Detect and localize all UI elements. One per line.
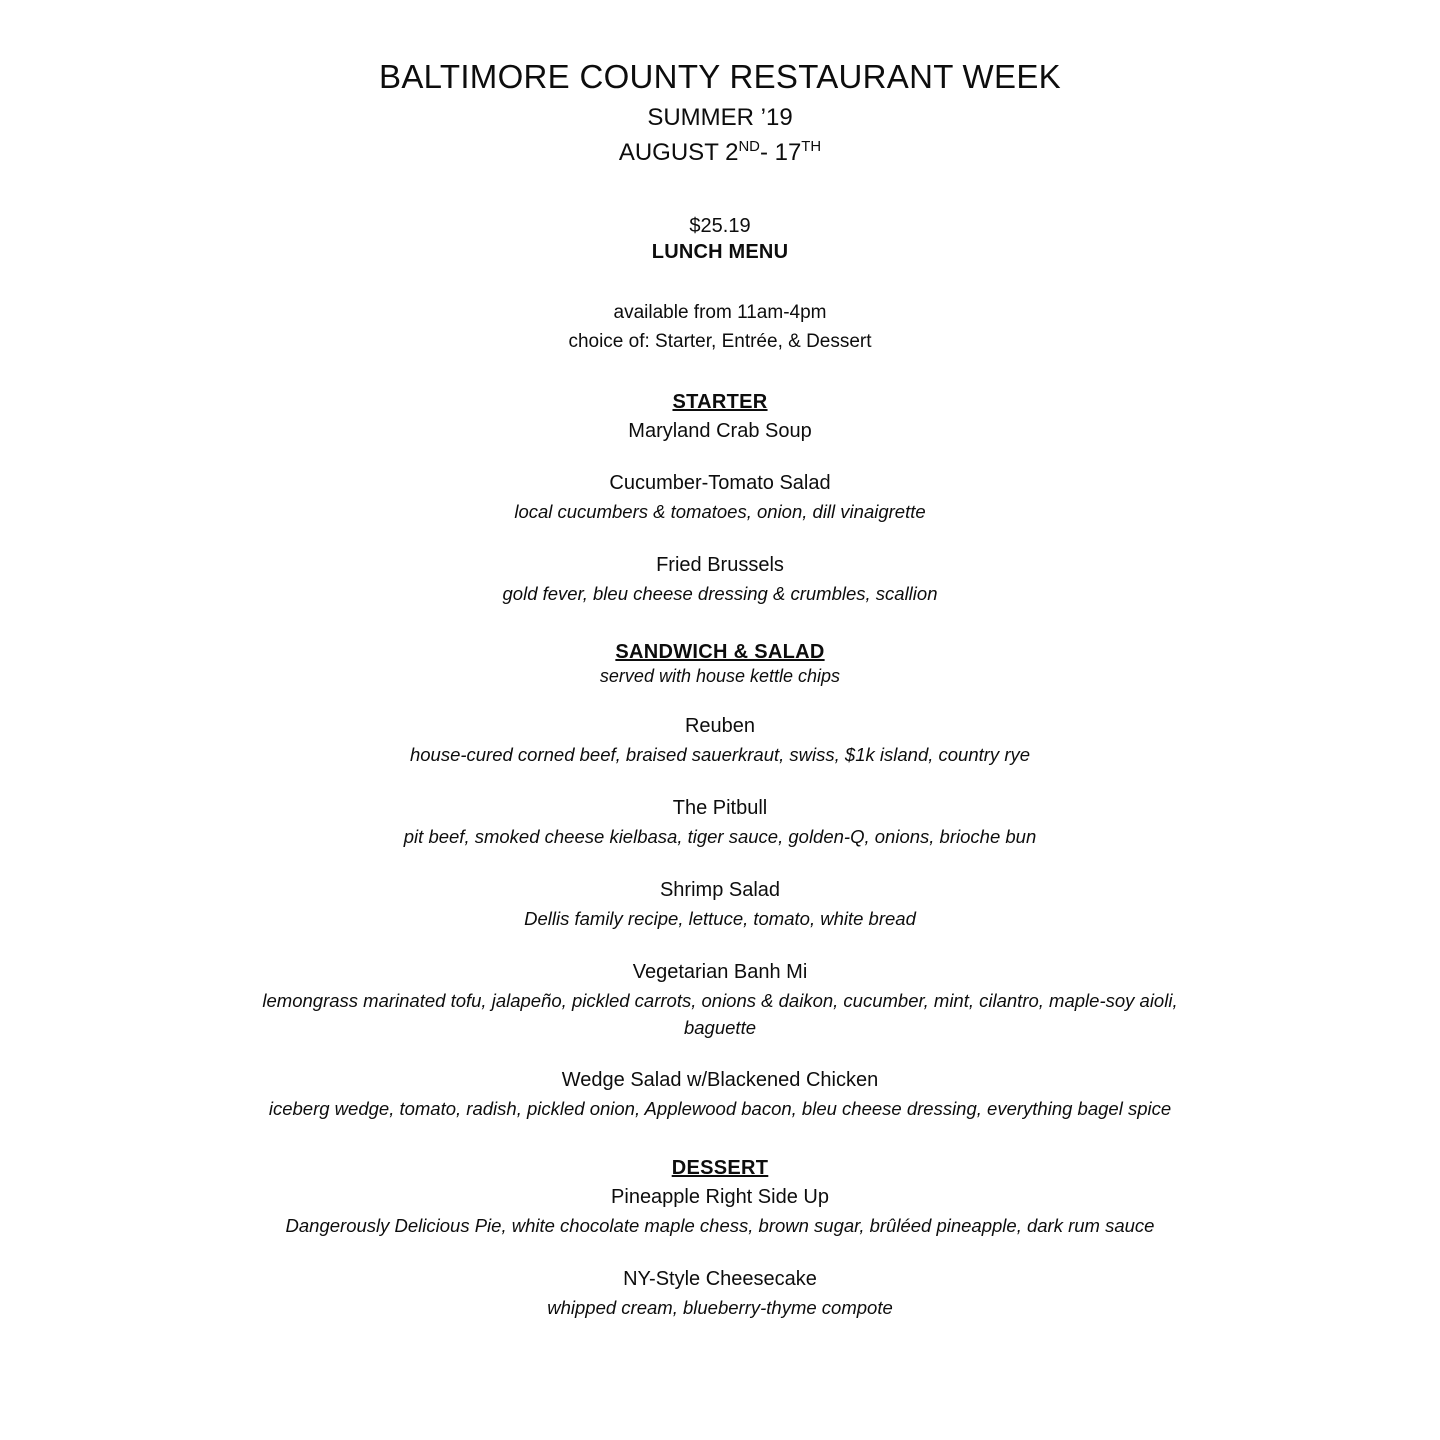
menu-item-description: lemongrass marinated tofu, jalapeño, pickled carrots, onions & daikon, cucumber, mint, cilantro, maple-soy aioli, baguette <box>262 989 1178 1038</box>
menu-item-description: Dellis family recipe, lettuce, tomato, white bread <box>524 907 916 929</box>
section-heading-dessert: DESSERT <box>671 1157 769 1180</box>
menu-item-description: gold fever, bleu cheese dressing & crumbles, scallion <box>502 582 938 604</box>
date-range-mid: - 17 <box>759 139 802 167</box>
menu-item-name: Pineapple Right Side Up <box>611 1186 829 1209</box>
menu-item-name: Reuben <box>684 715 756 738</box>
menu-item <box>120 1067 1320 1123</box>
menu-item-description: pit beef, smoked cheese kielbasa, tiger sauce, golden-Q, onions, brioche bun <box>403 826 1037 848</box>
menu-item <box>120 795 1320 851</box>
menu-item-description: whipped cream, blueberry-thyme compote <box>547 1297 893 1319</box>
price: $25.19 <box>689 214 751 237</box>
menu-item <box>120 1266 1320 1322</box>
section-heading-starter: STARTER <box>672 390 768 413</box>
date-range <box>120 136 1320 171</box>
menu-item <box>120 418 1320 444</box>
date-ordinal-2: TH <box>801 139 822 156</box>
season-subtitle: SUMMER ’19 <box>647 104 793 132</box>
section-note: served with house kettle chips <box>599 666 841 687</box>
menu-item-name: Vegetarian Banh Mi <box>632 960 808 983</box>
menu-item-name: Shrimp Salad <box>659 878 781 901</box>
menu-item <box>120 877 1320 933</box>
menu-item <box>120 470 1320 526</box>
menu-item-name: Maryland Crab Soup <box>628 419 812 442</box>
menu-item <box>120 713 1320 769</box>
menu-item <box>120 959 1320 1042</box>
date-range-start: AUGUST 2 <box>618 139 739 167</box>
availability-text: available from 11am-4pm <box>613 301 827 323</box>
menu-item-description: local cucumbers & tomatoes, onion, dill vinaigrette <box>514 500 926 522</box>
menu-item <box>120 1184 1320 1240</box>
date-ordinal-1: ND <box>738 139 760 156</box>
page-title: BALTIMORE COUNTY RESTAURANT WEEK <box>379 58 1061 95</box>
menu-item-name: NY-Style Cheesecake <box>623 1268 817 1291</box>
menu-item-name: Wedge Salad w/Blackened Chicken <box>561 1069 879 1092</box>
menu-item-description: iceberg wedge, tomato, radish, pickled onion, Applewood bacon, bleu cheese dressing, everything bagel spice <box>268 1098 1172 1120</box>
menu-item-description: house-cured corned beef, braised sauerkraut, swiss, $1k island, country rye <box>409 744 1031 766</box>
menu-item-description: Dangerously Delicious Pie, white chocolate maple chess, brown sugar, brûléed pineapple, dark rum sauce <box>285 1215 1155 1237</box>
menu-item-name: Fried Brussels <box>656 553 784 576</box>
menu-item-name: The Pitbull <box>672 797 768 820</box>
choice-text: choice of: Starter, Entrée, & Dessert <box>568 331 872 353</box>
menu-item <box>120 552 1320 608</box>
menu-item-name: Cucumber-Tomato Salad <box>609 471 831 494</box>
section-heading-sandwich-salad: SANDWICH & SALAD <box>615 641 825 664</box>
menu-type: LUNCH MENU <box>651 240 789 263</box>
